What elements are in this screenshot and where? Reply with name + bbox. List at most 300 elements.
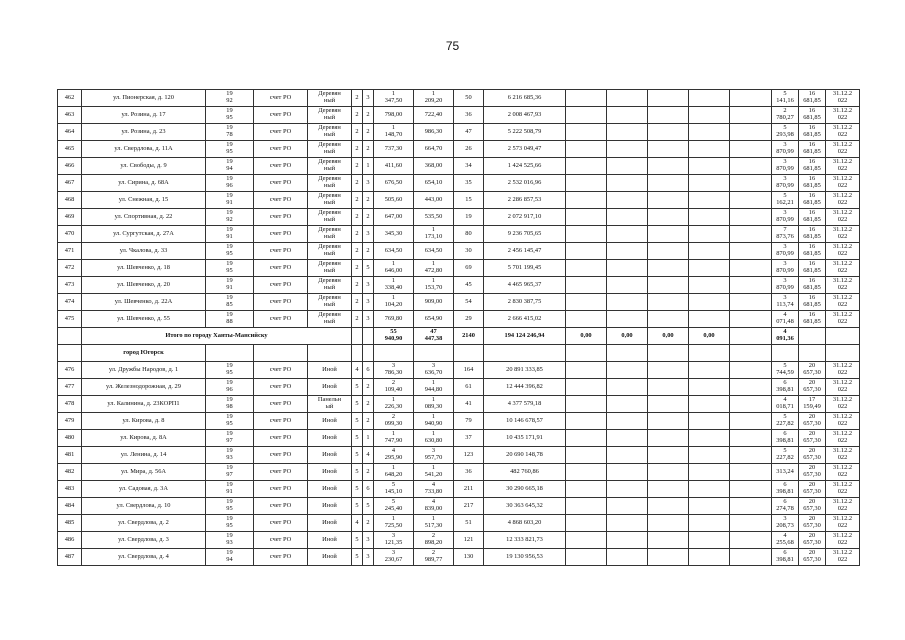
cost-col-4-cell [689,90,730,107]
total-area-cell: 647,00 [374,209,414,226]
residents-cell: 29 [454,311,484,328]
residents-cell: 79 [454,413,484,430]
living-area-cell: 1 944,80 [414,379,454,396]
table-row [58,515,860,532]
residents-cell: 45 [454,277,484,294]
city-cell-empty [826,345,860,362]
max-unit-cost-cell: 16 681,85 [799,175,826,192]
build-year-cell: 19 95 [206,362,254,379]
page-number: 75 [445,39,460,53]
cost-col-4-cell [689,277,730,294]
cost-col-1-cell [566,430,607,447]
city-cell-empty [648,345,689,362]
cost-col-3-cell [648,277,689,294]
table-row [58,396,860,413]
cost-col-4-cell [689,107,730,124]
cost-col-1-cell [566,515,607,532]
cost-col-3-cell [648,515,689,532]
living-area-cell: 664,70 [414,141,454,158]
total-area-cell: 737,30 [374,141,414,158]
cost-col-1-cell [566,158,607,175]
floors-cell: 2 [352,107,363,124]
repair-cost-cell: 4 377 579,18 [484,396,566,413]
address-cell: ул. Шевченко, д. 20 [82,277,206,294]
cost-col-3-cell [648,447,689,464]
cost-col-5-cell [730,243,772,260]
unit-cost-cell: 4 071,48 [772,311,799,328]
total-cell-empty [352,328,363,345]
cost-col-5-cell [730,90,772,107]
cost-col-2-cell [607,175,648,192]
row-number-cell: 468 [58,192,82,209]
living-area-cell: 3 636,70 [414,362,454,379]
floors-cell: 4 [352,362,363,379]
row-number-cell: 472 [58,260,82,277]
max-unit-cost-cell: 16 681,85 [799,311,826,328]
fund-method-cell: счет РО [254,413,308,430]
max-unit-cost-cell: 20 657,30 [799,549,826,566]
deadline-cell: 31.12.2 022 [826,498,860,515]
wall-material-cell: Деревян ный [308,175,352,192]
max-unit-cost-cell: 16 681,85 [799,141,826,158]
fund-method-cell: счет РО [254,379,308,396]
city-cell-empty [454,345,484,362]
fund-method-cell: счет РО [254,209,308,226]
cost-col-5-cell [730,515,772,532]
floors-cell: 2 [352,175,363,192]
unit-cost-cell: 6 274,78 [772,498,799,515]
cost-col-5-cell [730,294,772,311]
total-cell-empty [58,328,82,345]
repair-cost-cell: 1 424 525,66 [484,158,566,175]
living-area-cell: 909,00 [414,294,454,311]
deadline-cell: 31.12.2 022 [826,209,860,226]
build-year-cell: 19 95 [206,141,254,158]
wall-material-cell: Иной [308,532,352,549]
cost-col-2-cell [607,141,648,158]
city-cell-empty [363,345,374,362]
cost-col-4-cell [689,209,730,226]
total-section [58,328,860,362]
cost-col-3-cell [648,430,689,447]
total-extra-2: 0,00 [607,328,648,345]
city-cell-empty [254,345,308,362]
floors-cell: 5 [352,532,363,549]
living-area-cell: 535,50 [414,209,454,226]
cost-col-5-cell [730,141,772,158]
floors-cell: 2 [352,209,363,226]
city-cell-empty [308,345,352,362]
fund-method-cell: счет РО [254,243,308,260]
entrances-cell: 5 [363,260,374,277]
cost-col-4-cell [689,226,730,243]
unit-cost-cell: 3 208,73 [772,515,799,532]
repair-cost-cell: 2 286 857,53 [484,192,566,209]
wall-material-cell: Деревян ный [308,90,352,107]
entrances-cell: 3 [363,311,374,328]
deadline-cell: 31.12.2 022 [826,260,860,277]
living-area-cell: 722,40 [414,107,454,124]
repair-cost-cell: 5 701 199,45 [484,260,566,277]
entrances-cell: 1 [363,158,374,175]
address-cell: ул. Ленина, д. 14 [82,447,206,464]
build-year-cell: 19 97 [206,430,254,447]
repair-cost-cell: 2 072 917,10 [484,209,566,226]
residents-cell: 121 [454,532,484,549]
address-cell: ул. Шевченко, д. 55 [82,311,206,328]
unit-cost-cell: 3 870,99 [772,141,799,158]
wall-material-cell: Деревян ный [308,277,352,294]
table-row [58,260,860,277]
entrances-cell: 2 [363,192,374,209]
cost-col-3-cell [648,379,689,396]
floors-cell: 5 [352,379,363,396]
cost-col-1-cell [566,549,607,566]
cost-col-4-cell [689,192,730,209]
floors-cell: 5 [352,430,363,447]
total-cell-empty [730,328,772,345]
floors-cell: 2 [352,243,363,260]
cost-col-5-cell [730,277,772,294]
entrances-cell: 3 [363,175,374,192]
row-number-cell: 463 [58,107,82,124]
living-area-cell: 2 898,20 [414,532,454,549]
floors-cell: 2 [352,260,363,277]
max-unit-cost-cell: 16 681,85 [799,294,826,311]
living-area-cell: 654,10 [414,175,454,192]
row-number-cell: 477 [58,379,82,396]
deadline-cell: 31.12.2 022 [826,158,860,175]
unit-cost-cell: 6 398,81 [772,379,799,396]
cost-col-1-cell [566,396,607,413]
residents-cell: 35 [454,175,484,192]
row-number-cell: 473 [58,277,82,294]
deadline-cell: 31.12.2 022 [826,413,860,430]
residents-cell: 47 [454,124,484,141]
max-unit-cost-cell: 16 681,85 [799,260,826,277]
cost-col-5-cell [730,124,772,141]
max-unit-cost-cell: 16 681,85 [799,277,826,294]
entrances-cell: 6 [363,362,374,379]
repair-cost-cell: 20 690 148,78 [484,447,566,464]
build-year-cell: 19 95 [206,243,254,260]
fund-method-cell: счет РО [254,464,308,481]
table-row [58,532,860,549]
cost-col-4-cell [689,243,730,260]
unit-cost-cell: 5 293,98 [772,124,799,141]
build-year-cell: 19 91 [206,192,254,209]
cost-col-1-cell [566,107,607,124]
cost-col-2-cell [607,158,648,175]
cost-col-4-cell [689,124,730,141]
row-number-cell: 470 [58,226,82,243]
total-area-cell: 505,60 [374,192,414,209]
fund-method-cell: счет РО [254,481,308,498]
cost-col-5-cell [730,260,772,277]
row-number-cell: 478 [58,396,82,413]
city-cell-empty [689,345,730,362]
entrances-cell: 2 [363,413,374,430]
total-cell-empty [363,328,374,345]
row-number-cell: 482 [58,464,82,481]
total-extra-4: 0,00 [689,328,730,345]
deadline-cell: 31.12.2 022 [826,226,860,243]
cost-col-5-cell [730,532,772,549]
deadline-cell: 31.12.2 022 [826,107,860,124]
cost-col-2-cell [607,396,648,413]
fund-method-cell: счет РО [254,498,308,515]
unit-cost-cell: 5 227,82 [772,447,799,464]
deadline-cell: 31.12.2 022 [826,430,860,447]
cost-col-1-cell [566,260,607,277]
deadline-cell: 31.12.2 022 [826,243,860,260]
total-area-cell: 1 648,20 [374,464,414,481]
cost-col-2-cell [607,192,648,209]
table-row [58,549,860,566]
total-area-cell: 676,50 [374,175,414,192]
city-cell-empty [414,345,454,362]
residents-cell: 80 [454,226,484,243]
floors-cell: 2 [352,226,363,243]
wall-material-cell: Деревян ный [308,226,352,243]
repair-cost-cell: 2 830 387,75 [484,294,566,311]
unit-cost-cell: 4 255,68 [772,532,799,549]
entrances-cell: 3 [363,90,374,107]
living-area-cell: 2 989,77 [414,549,454,566]
cost-col-1-cell [566,124,607,141]
cost-col-1-cell [566,413,607,430]
cost-col-3-cell [648,90,689,107]
cost-col-3-cell [648,311,689,328]
cost-col-4-cell [689,311,730,328]
total-area-cell: 1 725,50 [374,515,414,532]
city-cell-empty [352,345,363,362]
max-unit-cost-cell: 20 657,30 [799,430,826,447]
address-cell: ул. Свердлова, д. 11А [82,141,206,158]
wall-material-cell: Деревян ный [308,209,352,226]
cost-col-5-cell [730,430,772,447]
cost-col-5-cell [730,107,772,124]
section-hanty-mansiysk [58,90,860,328]
cost-col-4-cell [689,396,730,413]
build-year-cell: 19 93 [206,532,254,549]
repair-cost-cell: 12 333 821,73 [484,532,566,549]
total-area-1: 55 940,90 [374,328,414,345]
cost-col-2-cell [607,532,648,549]
cost-col-1-cell [566,481,607,498]
total-area-cell: 1 646,00 [374,260,414,277]
wall-material-cell: Деревян ный [308,311,352,328]
unit-cost-cell: 313,24 [772,464,799,481]
cost-col-5-cell [730,481,772,498]
floors-cell: 2 [352,90,363,107]
fund-method-cell: счет РО [254,447,308,464]
fund-method-cell: счет РО [254,192,308,209]
entrances-cell: 2 [363,209,374,226]
address-cell: ул. Сирина, д. 68А [82,175,206,192]
cost-col-3-cell [648,498,689,515]
table-row [58,277,860,294]
deadline-cell: 31.12.2 022 [826,311,860,328]
table-row [58,294,860,311]
deadline-cell: 31.12.2 022 [826,481,860,498]
cost-col-4-cell [689,260,730,277]
build-year-cell: 19 95 [206,260,254,277]
cost-col-5-cell [730,192,772,209]
max-unit-cost-cell: 20 657,30 [799,362,826,379]
floors-cell: 5 [352,413,363,430]
unit-cost-cell: 5 227,82 [772,413,799,430]
total-row [58,328,860,345]
cost-col-2-cell [607,311,648,328]
table-row [58,379,860,396]
max-unit-cost-cell: 16 681,85 [799,90,826,107]
cost-col-3-cell [648,192,689,209]
repair-cost-cell: 30 363 645,32 [484,498,566,515]
deadline-cell: 31.12.2 022 [826,379,860,396]
floors-cell: 2 [352,158,363,175]
total-area-cell: 3 121,35 [374,532,414,549]
city-cell-empty [374,345,414,362]
unit-cost-cell: 6 398,81 [772,430,799,447]
residents-cell: 15 [454,192,484,209]
repair-cost-cell: 2 456 145,47 [484,243,566,260]
cost-col-3-cell [648,532,689,549]
deadline-cell: 31.12.2 022 [826,515,860,532]
deadline-cell: 31.12.2 022 [826,549,860,566]
unit-cost-cell: 4 018,71 [772,396,799,413]
residents-cell: 164 [454,362,484,379]
build-year-cell: 19 96 [206,175,254,192]
fund-method-cell: счет РО [254,396,308,413]
repair-cost-cell: 5 222 508,79 [484,124,566,141]
row-number-cell: 484 [58,498,82,515]
cost-col-5-cell [730,396,772,413]
cost-col-2-cell [607,464,648,481]
floors-cell: 5 [352,396,363,413]
fund-method-cell: счет РО [254,277,308,294]
build-year-cell: 19 91 [206,277,254,294]
living-area-cell: 1 089,30 [414,396,454,413]
total-area-cell: 1 747,90 [374,430,414,447]
address-cell: ул. Свердлова, д. 10 [82,498,206,515]
cost-col-2-cell [607,413,648,430]
row-number-cell: 475 [58,311,82,328]
cost-col-2-cell [607,379,648,396]
table-row [58,141,860,158]
cost-col-3-cell [648,158,689,175]
unit-cost-cell: 3 870,99 [772,243,799,260]
residents-cell: 37 [454,430,484,447]
repair-cost-cell: 10 435 171,91 [484,430,566,447]
entrances-cell: 3 [363,294,374,311]
cost-col-2-cell [607,124,648,141]
max-unit-cost-cell: 16 681,85 [799,243,826,260]
table-row [58,107,860,124]
unit-cost-cell: 7 873,76 [772,226,799,243]
build-year-cell: 19 93 [206,447,254,464]
wall-material-cell: Деревян ный [308,192,352,209]
residents-cell: 50 [454,90,484,107]
unit-cost-cell: 5 162,21 [772,192,799,209]
total-area-cell: 634,50 [374,243,414,260]
total-extra-3: 0,00 [648,328,689,345]
total-area-cell: 769,80 [374,311,414,328]
build-year-cell: 19 85 [206,294,254,311]
max-unit-cost-cell: 20 657,30 [799,413,826,430]
section-yugorsk [58,362,860,566]
unit-cost-cell: 3 870,99 [772,158,799,175]
max-unit-cost-cell: 20 657,30 [799,481,826,498]
residents-cell: 36 [454,464,484,481]
table-row [58,226,860,243]
build-year-cell: 19 92 [206,209,254,226]
entrances-cell: 4 [363,447,374,464]
wall-material-cell: Иной [308,549,352,566]
entrances-cell: 2 [363,107,374,124]
row-number-cell: 464 [58,124,82,141]
city-cell-empty [730,345,772,362]
cost-col-5-cell [730,226,772,243]
table-row [58,243,860,260]
living-area-cell: 4 839,00 [414,498,454,515]
entrances-cell: 3 [363,226,374,243]
wall-material-cell: Иной [308,498,352,515]
cost-col-3-cell [648,362,689,379]
cost-col-5-cell [730,311,772,328]
wall-material-cell: Панельн ый [308,396,352,413]
entrances-cell: 5 [363,498,374,515]
repair-cost-cell: 6 216 685,36 [484,90,566,107]
floors-cell: 5 [352,498,363,515]
address-cell: ул. Свердлова, д. 3 [82,532,206,549]
table-row [58,498,860,515]
city-cell-empty [607,345,648,362]
wall-material-cell: Иной [308,515,352,532]
max-unit-cost-cell: 16 681,85 [799,107,826,124]
fund-method-cell: счет РО [254,107,308,124]
cost-col-1-cell [566,362,607,379]
row-number-cell: 481 [58,447,82,464]
total-area-cell: 2 109,40 [374,379,414,396]
repair-cost-cell: 2 666 415,02 [484,311,566,328]
cost-col-5-cell [730,464,772,481]
cost-col-1-cell [566,141,607,158]
repair-cost-cell: 2 573 049,47 [484,141,566,158]
residents-cell: 19 [454,209,484,226]
city-cell-empty [566,345,607,362]
wall-material-cell: Иной [308,447,352,464]
residents-cell: 54 [454,294,484,311]
address-cell: ул. Шевченко, д. 18 [82,260,206,277]
deadline-cell: 31.12.2 022 [826,362,860,379]
fund-method-cell: счет РО [254,90,308,107]
total-area-cell: 411,60 [374,158,414,175]
address-cell: ул. Дружбы Народов, д. 1 [82,362,206,379]
cost-col-1-cell [566,226,607,243]
cost-col-4-cell [689,141,730,158]
cost-col-2-cell [607,294,648,311]
cost-col-4-cell [689,481,730,498]
row-number-cell: 474 [58,294,82,311]
total-area-2: 47 447,38 [414,328,454,345]
living-area-cell: 1 517,30 [414,515,454,532]
table-row [58,447,860,464]
residents-cell: 30 [454,243,484,260]
floors-cell: 2 [352,311,363,328]
address-cell: ул. Кирова, д. 8А [82,430,206,447]
wall-material-cell: Деревян ный [308,124,352,141]
